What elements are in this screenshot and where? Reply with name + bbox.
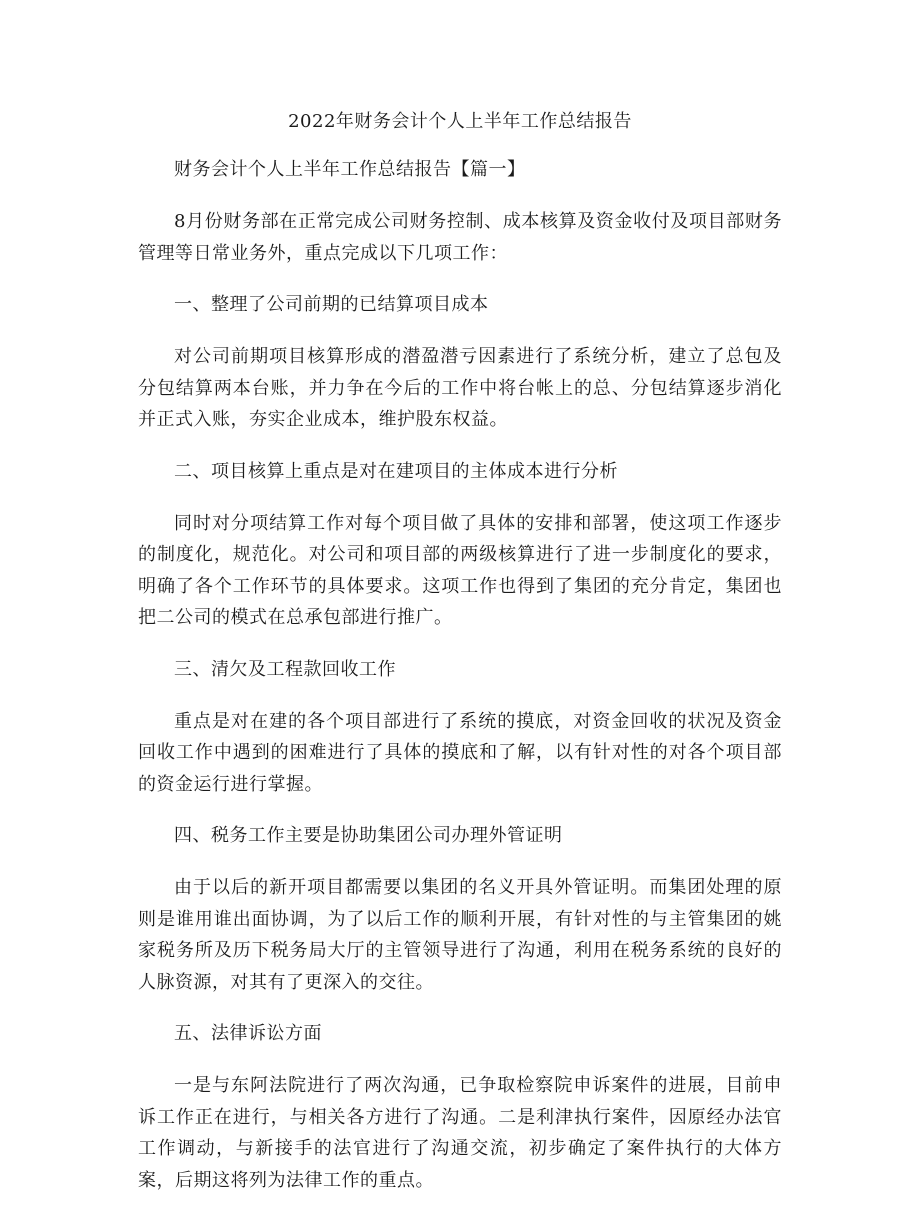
- section-heading-3: 三、清欠及工程款回收工作: [174, 658, 396, 680]
- section-body-3: 重点是对在建的各个项目部进行了系统的摸底，对资金回收的状况及资金回收工作中遇到的困难进行了具体的摸底和了解，以有针对性的对各个项目部的资金运行进行掌握。: [138, 710, 782, 795]
- section-body-4: 由于以后的新开项目都需要以集团的名义开具外管证明。而集团处理的原则是谁用谁出面协调，为了以后工作的顺利开展，有针对性的与主管集团的姚家税务所及历下税务局大厅的主管领导进行了沟通，利用在税务系统的良好的人脉资源，对其有了更深入的交往。: [138, 877, 782, 993]
- section-body-5: 一是与东阿法院进行了两次沟通，已争取检察院申诉案件的进展，目前申诉工作正在进行，与相关各方进行了沟通。二是利津执行案件，因原经办法官工作调动，与新接手的法官进行了沟通交流，初步确定了案件执行的大体方案，后期这将列为法律工作的重点。: [138, 1075, 782, 1191]
- intro-paragraph: 8月份财务部在正常完成公司财务控制、成本核算及资金收付及项目部财务管理等日常业务外，重点完成以下几项工作：: [138, 211, 782, 264]
- section-heading-2: 二、项目核算上重点是对在建项目的主体成本进行分析: [174, 460, 618, 482]
- section-body-1: 对公司前期项目核算形成的潜盈潜亏因素进行了系统分析，建立了总包及分包结算两本台账，并力争在今后的工作中将台帐上的总、分包结算逐步消化并正式入账，夯实企业成本，维护股东权益。: [138, 346, 782, 430]
- document-subtitle: 财务会计个人上半年工作总结报告【篇一】: [174, 159, 526, 180]
- section-body-2: 同时对分项结算工作对每个项目做了具体的安排和部署，使这项工作逐步的制度化，规范化。对公司和项目部的两级核算进行了进一步制度化的要求，明确了各个工作环节的具体要求。这项工作也得到了集团的充分肯定，集团也把二公司的模式在总承包部进行推广。: [138, 512, 782, 628]
- section-heading-4: 四、税务工作主要是协助集团公司办理外管证明: [174, 825, 563, 846]
- document-body: [138, 108, 782, 1218]
- section-heading-5: 五、法律诉讼方面: [174, 1023, 322, 1044]
- document-title: 2022年财务会计个人上半年工作总结报告: [288, 111, 632, 132]
- section-heading-1: 一、整理了公司前期的已结算项目成本: [174, 294, 489, 315]
